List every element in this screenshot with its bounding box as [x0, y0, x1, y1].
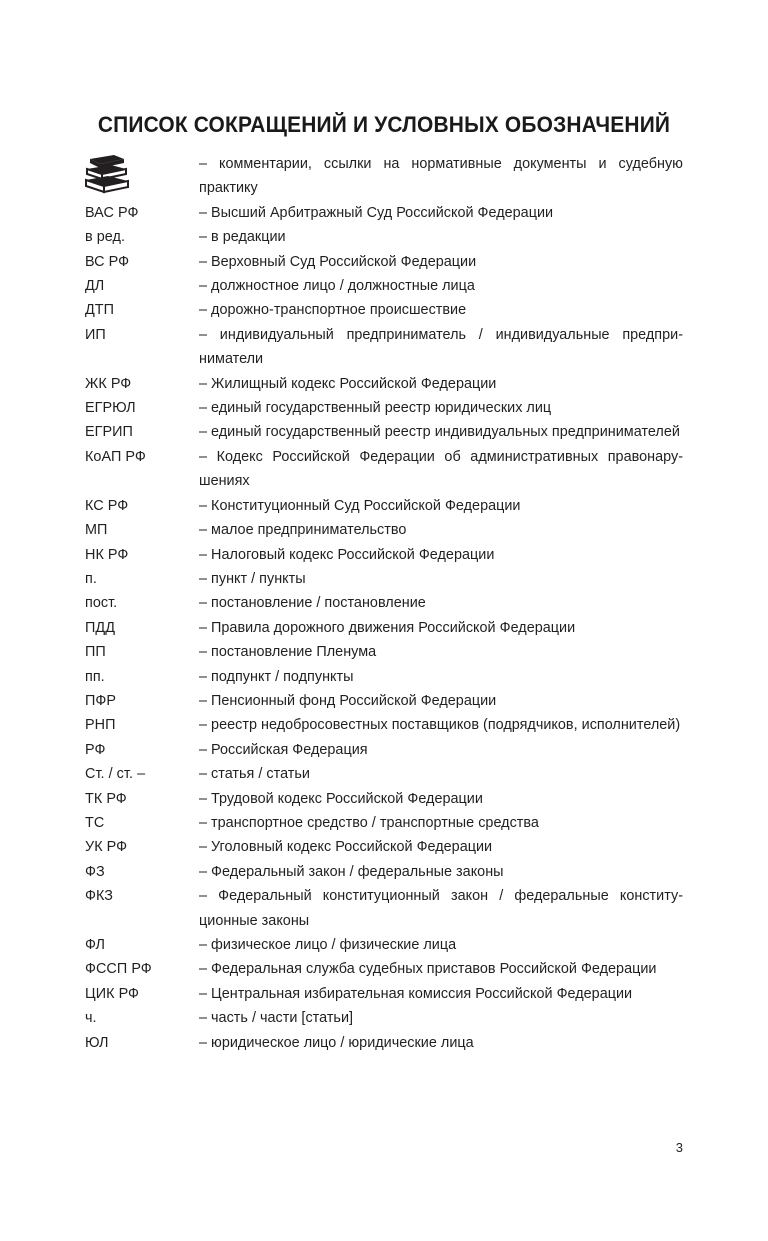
abbreviation-row: [85, 323, 683, 372]
page-title: СПИСОК СОКРАЩЕНИЙ И УСЛОВНЫХ ОБОЗНАЧЕНИЙ: [97, 112, 671, 138]
abbreviation-term: ЕГРИП: [85, 424, 133, 441]
abbreviation-row: [85, 152, 683, 201]
abbreviation-row: [85, 1006, 683, 1030]
abbreviation-term: НК РФ: [85, 546, 129, 563]
abbreviation-row: [85, 494, 683, 518]
abbreviation-row: [85, 225, 683, 249]
abbreviation-definition: – физическое лицо / физические лица: [199, 937, 457, 953]
abbreviation-term: ФЛ: [85, 937, 106, 953]
abbreviation-row: [85, 713, 683, 737]
abbreviation-term: КС РФ: [85, 497, 129, 514]
abbreviation-row: [85, 567, 683, 591]
abbreviation-definition: – пункт / пункты: [199, 570, 306, 587]
abbreviation-row: [85, 884, 683, 933]
abbreviation-term: ч.: [85, 1010, 97, 1027]
abbreviation-row: [85, 982, 683, 1006]
abbreviation-definition: – единый государственный реестр юридических лиц: [199, 400, 552, 417]
abbreviation-definition: – подпункт / подпункты: [199, 668, 354, 685]
abbreviation-term: РФ: [85, 741, 106, 758]
abbreviation-row: [85, 616, 683, 640]
abbreviation-term: ПФР: [85, 692, 117, 709]
abbreviation-row: [85, 250, 683, 274]
abbreviation-term: ИП: [85, 326, 106, 343]
abbreviation-term: ТС: [85, 814, 105, 831]
abbreviation-term: МП: [85, 522, 108, 539]
abbreviation-definition: – Федеральный закон / федеральные законы: [199, 863, 504, 880]
abbreviation-term: ПДД: [85, 619, 115, 636]
abbreviation-term: ЦИК РФ: [85, 985, 140, 1002]
abbreviation-definition: – постановление / постановление: [199, 595, 426, 612]
abbreviation-term: ФССП РФ: [85, 961, 152, 978]
abbreviation-row: [85, 762, 683, 786]
abbreviation-term: п.: [85, 570, 97, 587]
abbreviation-term: ФЗ: [85, 863, 105, 880]
stack-of-books-icon: [85, 152, 199, 176]
abbreviation-row: [85, 957, 683, 981]
abbreviation-row: [85, 835, 683, 859]
abbreviation-term: ФКЗ: [85, 888, 114, 905]
abbreviation-definition: – Кодекс Российской Федерации об административных правонарушениях: [199, 448, 683, 490]
abbreviation-row: [85, 543, 683, 567]
abbreviation-row: [85, 518, 683, 542]
abbreviation-definition: – юридическое лицо / юридические лица: [199, 1034, 474, 1051]
abbreviation-definition: – Конституционный Суд Российской Федерации: [199, 497, 521, 514]
abbreviation-row: [85, 860, 683, 884]
abbreviation-definition: – Центральная избирательная комиссия Российской Федерации: [199, 985, 633, 1002]
abbreviation-row: [85, 811, 683, 835]
abbreviation-term: УК РФ: [85, 839, 128, 856]
abbreviation-term: КоАП РФ: [85, 448, 146, 465]
abbreviation-term: ДЛ: [85, 278, 105, 295]
abbreviation-row: [85, 445, 683, 494]
abbreviation-definition: – должностное лицо / должностные лица: [199, 278, 475, 295]
abbreviation-definition: – статья / статьи: [199, 766, 310, 783]
abbreviation-row: [85, 933, 683, 957]
abbreviation-row: [85, 591, 683, 615]
abbreviation-term: ПП: [85, 644, 106, 661]
abbreviation-row: [85, 274, 683, 298]
abbreviation-definition: – Налоговый кодекс Российской Федерации: [199, 546, 495, 563]
abbreviation-definition: – реестр недобросовестных поставщиков (подрядчиков, исполнителей): [199, 717, 681, 734]
abbreviation-definition: – комментарии, ссылки на нормативные документы и судебную практику: [199, 156, 683, 197]
abbreviation-term: ЖК РФ: [85, 375, 132, 392]
abbreviation-definition: – индивидуальный предприниматель / индивидуальные предприниматели: [199, 326, 683, 368]
abbreviation-list: [85, 152, 683, 1055]
abbreviation-row: [85, 640, 683, 664]
abbreviation-row: [85, 420, 683, 444]
abbreviation-term: ТК РФ: [85, 790, 127, 807]
abbreviation-term: Ст. / ст. –: [85, 766, 146, 783]
abbreviation-term: в ред.: [85, 229, 126, 246]
abbreviation-definition: – часть / части [статьи]: [199, 1010, 354, 1027]
abbreviation-definition: – Высший Арбитражный Суд Российской Федерации: [199, 204, 554, 221]
abbreviation-definition: – единый государственный реестр индивидуальных предпринимателей: [199, 424, 680, 441]
page-number: 3: [675, 1140, 683, 1155]
abbreviation-definition: – Трудовой кодекс Российской Федерации: [199, 790, 483, 807]
abbreviation-row: [85, 396, 683, 420]
abbreviation-row: [85, 1031, 683, 1055]
abbreviation-definition: – малое предпринимательство: [199, 522, 407, 539]
abbreviation-row: [85, 372, 683, 396]
abbreviation-term: ЮЛ: [85, 1034, 109, 1051]
abbreviation-row: [85, 201, 683, 225]
abbreviation-row: [85, 738, 683, 762]
abbreviation-term: пост.: [85, 595, 118, 612]
abbreviation-definition: – Российская Федерация: [199, 741, 368, 758]
abbreviation-term: ВАС РФ: [85, 204, 139, 221]
abbreviation-row: [85, 787, 683, 811]
abbreviation-definition: – Уголовный кодекс Российской Федерации: [199, 839, 493, 856]
abbreviation-term: пп.: [85, 668, 105, 685]
abbreviation-term: РНП: [85, 717, 116, 734]
abbreviation-definition: – Верховный Суд Российской Федерации: [199, 253, 477, 270]
abbreviation-definition: – транспортное средство / транспортные средства: [199, 814, 539, 831]
abbreviation-definition: – Федеральная служба судебных приставов Российской Федерации: [199, 961, 657, 978]
abbreviation-row: [85, 298, 683, 322]
abbreviation-definition: – дорожно-транспортное происшествие: [199, 302, 467, 319]
abbreviation-row: [85, 665, 683, 689]
abbreviation-definition: – в редакции: [199, 229, 286, 246]
abbreviation-term: ЕГРЮЛ: [85, 400, 136, 417]
abbreviation-row: [85, 689, 683, 713]
abbreviation-definition: – Пенсионный фонд Российской Федерации: [199, 692, 497, 709]
abbreviation-definition: – постановление Пленума: [199, 644, 377, 661]
abbreviation-definition: – Жилищный кодекс Российской Федерации: [199, 375, 497, 392]
abbreviation-term: ВС РФ: [85, 253, 130, 270]
abbreviation-definition: – Федеральный конституционный закон / федеральные конституционные законы: [199, 888, 683, 929]
abbreviation-term: ДТП: [85, 302, 115, 319]
abbreviation-definition: – Правила дорожного движения Российской Федерации: [199, 619, 576, 636]
